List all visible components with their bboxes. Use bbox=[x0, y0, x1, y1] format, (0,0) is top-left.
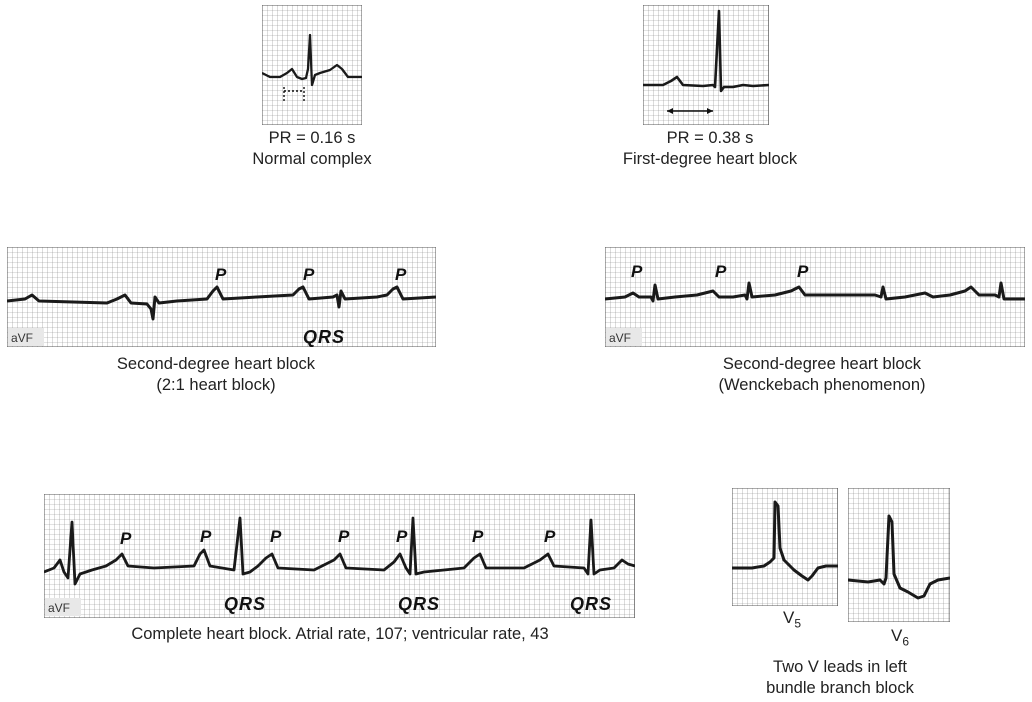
lead-label: aVF bbox=[11, 331, 34, 345]
ecg-grid-v6 bbox=[848, 488, 950, 622]
caption-lbbb-line1: Two V leads in left bbox=[773, 658, 907, 676]
caption-normal bbox=[212, 128, 412, 170]
caption-lbbb bbox=[730, 657, 950, 699]
caption-second-degree-2to1-title: Second-degree heart block bbox=[116, 355, 316, 373]
ecg-grid-second-degree-2to1 bbox=[7, 247, 436, 347]
label-v5-letter: V bbox=[783, 608, 795, 627]
lead-label: aVF bbox=[48, 601, 71, 615]
ecg-grid-complete-block bbox=[44, 494, 635, 618]
caption-normal-title: Normal complex bbox=[252, 150, 372, 168]
caption-lbbb-line2: bundle branch block bbox=[766, 679, 914, 697]
qrs-label: QRS bbox=[398, 594, 441, 614]
p-wave-label: P bbox=[215, 265, 227, 284]
caption-second-degree-2to1 bbox=[66, 354, 366, 396]
ecg-strip-first-degree bbox=[643, 5, 769, 125]
ecg-grid-v5 bbox=[732, 488, 838, 606]
p-wave-label: P bbox=[120, 529, 132, 548]
ecg-strip-complete-block bbox=[44, 494, 635, 618]
caption-first-degree-pr: PR = 0.38 s bbox=[666, 129, 754, 147]
qrs-label: QRS bbox=[570, 594, 613, 614]
lead-label: aVF bbox=[609, 331, 632, 345]
ecg-grid-first-degree bbox=[643, 5, 769, 125]
p-wave-label: P bbox=[544, 527, 556, 546]
caption-complete-block-text: Complete heart block. Atrial rate, 107; ventricular rate, 43 bbox=[131, 625, 549, 643]
ecg-strip-v6 bbox=[848, 488, 950, 622]
caption-first-degree bbox=[590, 128, 830, 170]
p-wave-label: P bbox=[631, 262, 643, 281]
label-v6 bbox=[891, 626, 909, 648]
p-wave-label: P bbox=[303, 265, 315, 284]
caption-wenckebach-title: Second-degree heart block bbox=[722, 355, 922, 373]
p-wave-label: P bbox=[200, 527, 212, 546]
p-wave-label: P bbox=[715, 262, 727, 281]
ecg-strip-v5 bbox=[732, 488, 838, 606]
ecg-strip-normal bbox=[262, 5, 362, 125]
label-v6-sub: 6 bbox=[902, 634, 910, 649]
ecg-strip-second-degree-2to1 bbox=[7, 247, 436, 347]
caption-normal-pr: PR = 0.16 s bbox=[268, 129, 356, 147]
qrs-label: QRS bbox=[224, 594, 267, 614]
caption-wenckebach-sub: (Wenckebach phenomenon) bbox=[718, 376, 926, 394]
caption-complete-block bbox=[40, 624, 640, 645]
label-v6-letter: V bbox=[891, 626, 903, 645]
qrs-label: QRS bbox=[303, 327, 346, 347]
p-wave-label: P bbox=[395, 265, 407, 284]
ecg-strip-wenckebach bbox=[605, 247, 1025, 347]
ecg-grid-wenckebach bbox=[605, 247, 1025, 347]
p-wave-label: P bbox=[797, 262, 809, 281]
p-wave-label: P bbox=[270, 527, 282, 546]
label-v5 bbox=[783, 608, 801, 630]
p-wave-label: P bbox=[396, 527, 408, 546]
caption-wenckebach bbox=[672, 354, 972, 396]
caption-second-degree-2to1-sub: (2:1 heart block) bbox=[156, 376, 276, 394]
p-wave-label: P bbox=[472, 527, 484, 546]
p-wave-label: P bbox=[338, 527, 350, 546]
caption-first-degree-title: First-degree heart block bbox=[622, 150, 798, 168]
ecg-grid-normal bbox=[262, 5, 362, 125]
label-v5-sub: 5 bbox=[794, 616, 802, 631]
